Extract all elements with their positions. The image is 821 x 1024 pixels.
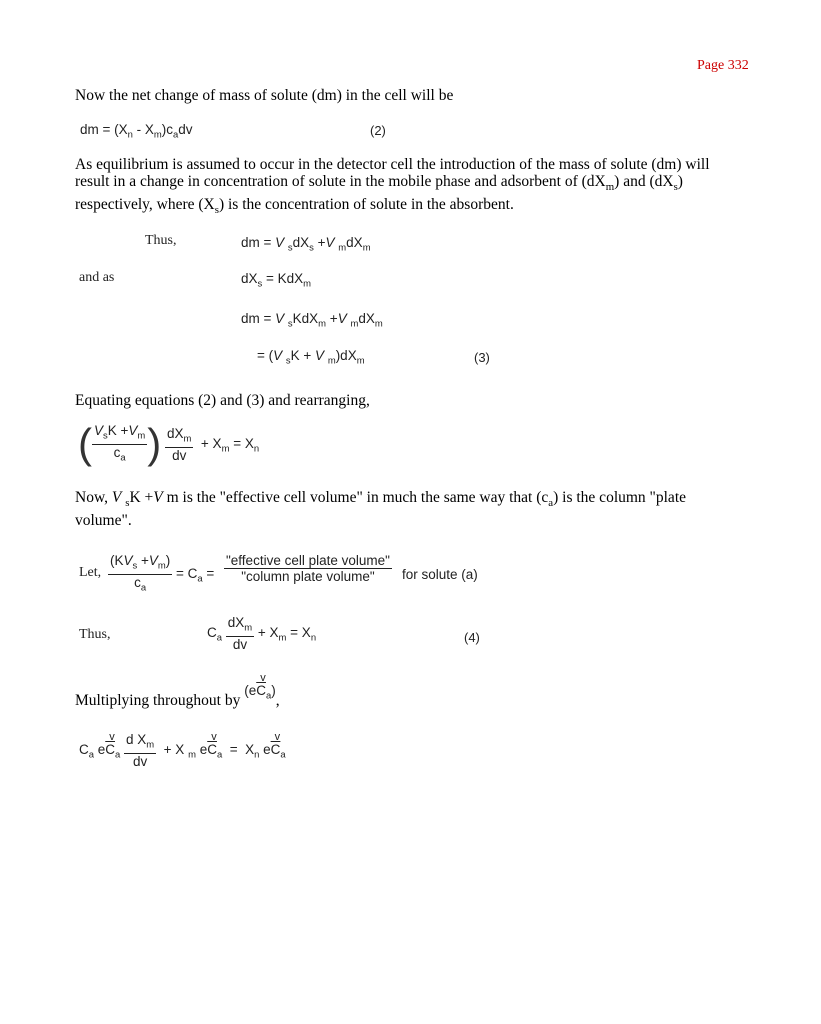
- paragraph-net-change: Now the net change of mass of solute (dm) in the cell will be: [75, 87, 454, 104]
- equation-2-label: (2): [370, 123, 386, 138]
- label-let: Let,: [79, 565, 102, 580]
- label-thus-1: Thus,: [145, 233, 177, 248]
- equation-3: = (V $_s$K + V $_m)dX_m$: [257, 348, 365, 367]
- equation-3-label: (3): [474, 350, 490, 365]
- ratio-numerator: "effective cell plate volume": [226, 553, 390, 568]
- ratio-denominator: "column plate volume": [241, 569, 375, 584]
- page-number: Page 332: [697, 58, 749, 73]
- equation-4: $C_a$ $\frac{dX_m}{dv}$ + $X_m = X_n$: [207, 615, 317, 652]
- equation-dxs: $dX_s = KdX_m$: [241, 271, 312, 290]
- equation-final: $C_a$ e v $\overline{C}_a$ $\frac{d X_m}{dv}$ + X $_m$ e v $\overline{C}_a = X_n$ e v $\overline{C}_a$: [79, 730, 286, 769]
- equation-2: dm = $(X_n - X_m)c_adv$: [80, 122, 193, 141]
- paragraph-multiplying: Multiplying throughout by (e v $\overline{C}_a$),: [75, 672, 280, 709]
- paragraph-equating: Equating equations (2) and (3) and rearranging,: [75, 392, 370, 409]
- paragraph-equilibrium: As equilibrium is assumed to occur in the detector cell the introduction of the mass of solute (dm) will result in a change in concentration of solute in the mobile phase and adsorbent of $(dX_m)$ and $(dX_s)$ respectively, where $(X_s)$ is the concentration of solute in the absorbent.: [75, 156, 710, 217]
- label-thus-2: Thus,: [79, 627, 111, 642]
- paragraph-effective-volume: Now, V $_s$K +V m is the "effective cell volume" in much the same way that $(c_a)$ is the column "plate volume".: [75, 489, 687, 530]
- equation-rearranged: ( $\frac{V_sK +V_m}{c_a}$ ) $\frac{dX_m}{dv}$ + $X_m = X_n$: [78, 420, 260, 468]
- equation-let-ca: $\frac{(KV_s +V_m)}{c_a}$ = $C_a$ =: [110, 553, 215, 594]
- label-and-as: and as: [79, 270, 115, 285]
- equation-4-label: (4): [464, 630, 480, 645]
- equation-dm-sum: dm = V $_sdX_s +V$ $_mdX_m$: [241, 235, 371, 254]
- equation-let-ratio: [224, 553, 392, 584]
- multiplying-text: Multiplying throughout by: [75, 692, 241, 709]
- equation-dm-k: dm = V $_s$KdX$_m$ +V $_mdX_m$: [241, 311, 383, 330]
- label-for-solute: for solute (a): [402, 567, 478, 582]
